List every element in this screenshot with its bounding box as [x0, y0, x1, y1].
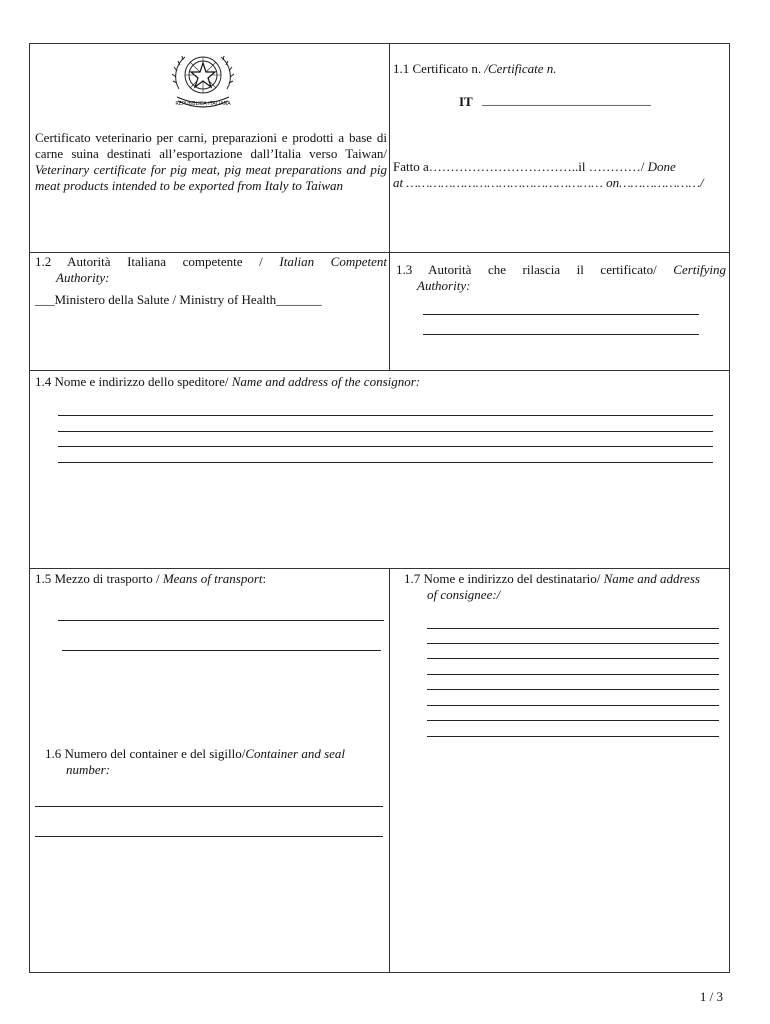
divider-after-authorities	[30, 370, 729, 371]
box-1-6-label	[45, 746, 385, 778]
done-at-en: Done	[647, 159, 676, 174]
vertical-divider-top	[389, 44, 390, 370]
title-italian: Certificato veterinario per carni, preparazioni e prodotti a base di carne suina destinati all’esportazione dall’Italia verso Taiwan/	[35, 130, 387, 161]
consignor-line-3[interactable]	[58, 446, 713, 447]
box-1-5-label-en: Means of transport	[162, 571, 263, 586]
box-1-5-suffix: :	[262, 571, 267, 586]
page-number: 1 / 3	[699, 989, 723, 1004]
container-seal-line-1[interactable]	[35, 806, 383, 807]
consignee-line-6[interactable]	[427, 705, 719, 706]
consignor-line-4[interactable]	[58, 462, 713, 463]
box-1-7-label-it: 1.7 Nome e indirizzo del destinatario/	[404, 571, 604, 586]
box-1-2-label-en: Italian Competent	[279, 254, 388, 269]
consignee-line-2[interactable]	[427, 643, 719, 644]
consignor-line-1[interactable]	[58, 415, 713, 416]
box-1-1-label-en: /Certificate n.	[484, 61, 557, 76]
certificate-title	[35, 130, 387, 194]
divider-after-consignor	[30, 568, 729, 569]
box-1-7-label-en-2: of consignee:/	[427, 587, 501, 602]
box-1-4-label-en: Name and address of the consignor:	[231, 374, 421, 389]
certifying-authority-line-2[interactable]	[423, 334, 699, 335]
certificate-frame	[29, 43, 730, 973]
consignee-line-3[interactable]	[427, 658, 719, 659]
box-1-1-label	[393, 61, 723, 77]
box-1-3-label-en-2: Authority:	[417, 278, 471, 293]
done-at-en-2: at …………………………………………… on…………………/	[393, 175, 704, 190]
title-english: Veterinary certificate for pig meat, pig meat preparations and pig meat products intended to be exported from Italy to Taiwan	[35, 162, 387, 193]
box-1-6-label-en: Container and seal	[245, 746, 346, 761]
consignee-line-8[interactable]	[427, 736, 719, 737]
box-1-4-label	[35, 374, 725, 390]
box-1-2-label	[35, 254, 387, 286]
box-1-6-label-en-2: number:	[66, 762, 111, 777]
emblem-motto: REPUBBLICA ITALIANA	[175, 101, 231, 107]
box-1-7-label	[404, 571, 726, 603]
certificate-number-prefix: IT	[459, 94, 473, 109]
consignee-line-5[interactable]	[427, 689, 719, 690]
consignee-line-7[interactable]	[427, 720, 719, 721]
box-1-2-label-it: 1.2 Autorità Italiana competente /	[35, 254, 280, 269]
container-seal-line-2[interactable]	[35, 836, 383, 837]
consignor-line-2[interactable]	[58, 431, 713, 432]
box-1-1-label-it: 1.1 Certificato n.	[393, 61, 485, 76]
box-1-2-label-en-2: Authority:	[56, 270, 110, 285]
consignee-line-1[interactable]	[427, 628, 719, 629]
box-1-7-label-en: Name and address	[603, 571, 700, 586]
box-1-4-label-it: 1.4 Nome e indirizzo dello speditore/	[35, 374, 232, 389]
box-1-3-label-it: 1.3 Autorità che rilascia il certificato/	[396, 262, 674, 277]
done-at-it: Fatto a……………………………..il …………/	[393, 159, 648, 174]
done-at-line	[393, 159, 726, 191]
box-1-5-label-it: 1.5 Mezzo di trasporto /	[35, 571, 163, 586]
competent-authority-value: ___Ministero della Salute / Ministry of Health_______	[35, 292, 322, 307]
box-1-6-label-it: 1.6 Numero del container e del sigillo/	[45, 746, 246, 761]
certifying-authority-line-1[interactable]	[423, 314, 699, 315]
certificate-number-field[interactable]: __________________________	[482, 92, 651, 107]
vertical-divider-bottom	[389, 568, 390, 973]
consignee-line-4[interactable]	[427, 674, 719, 675]
divider-after-header	[30, 252, 729, 253]
italian-emblem-icon	[167, 49, 239, 115]
box-1-3-label-en: Certifying	[673, 262, 726, 277]
box-1-3-label	[396, 262, 726, 294]
transport-line-2[interactable]	[62, 650, 381, 651]
transport-line-1[interactable]	[58, 620, 384, 621]
box-1-5-label	[35, 571, 385, 587]
